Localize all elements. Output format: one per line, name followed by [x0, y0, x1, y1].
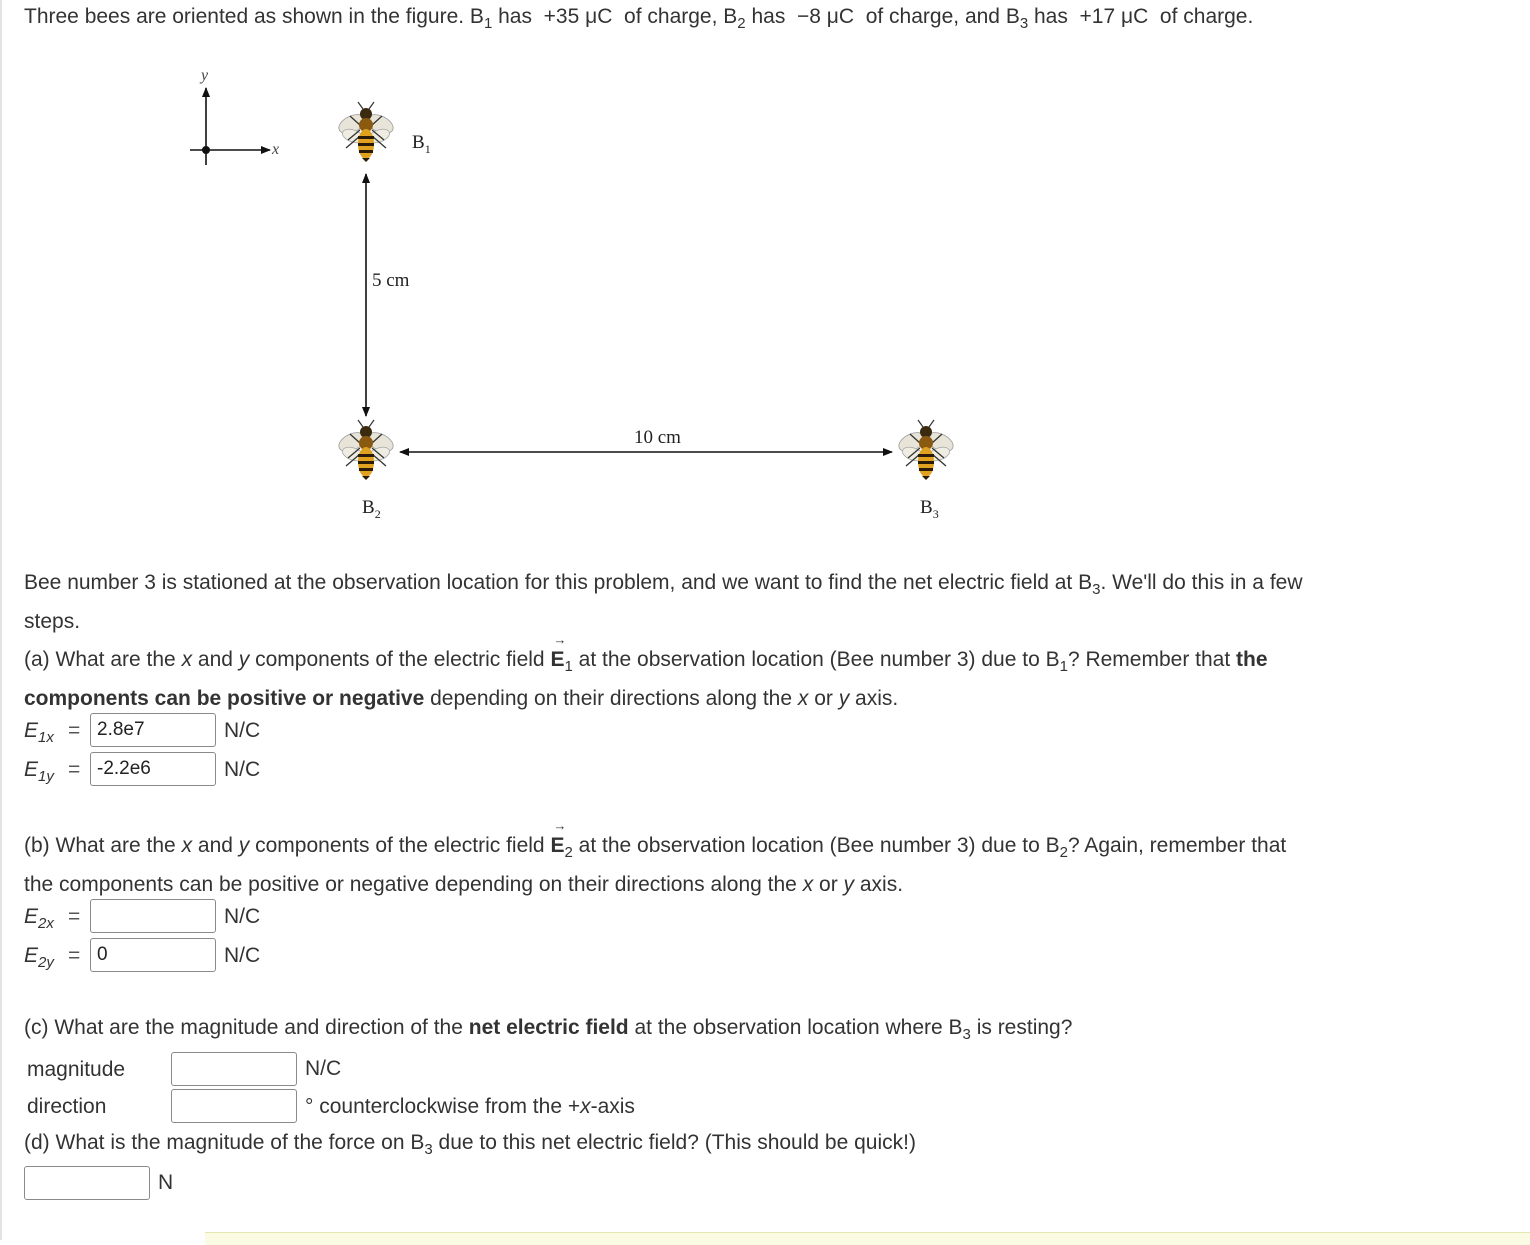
part-b-question: [24, 834, 1287, 861]
qb-x: x: [181, 834, 193, 857]
e2x-label: [24, 905, 54, 932]
equals-sign: =: [68, 944, 81, 967]
equals-sign: =: [68, 905, 81, 928]
part-c-question: [24, 1016, 1073, 1043]
e2-vector-sub: 2: [564, 844, 573, 861]
bees-figure: [150, 48, 990, 548]
qc-text: (c) What are the magnitude and direction of the: [24, 1016, 469, 1039]
intro-text: [24, 5, 1254, 32]
e2x-unit: N/C: [224, 905, 261, 928]
qa-y: y: [838, 687, 850, 710]
e1x-unit: N/C: [224, 719, 261, 742]
e1-vector: → E: [550, 648, 564, 672]
qa-x: x: [181, 648, 193, 671]
e1-vector-sub: 1: [564, 658, 573, 675]
qd-sub: 3: [424, 1141, 433, 1158]
axis-indicator: [190, 67, 279, 165]
axis-x-label: x: [272, 141, 280, 158]
qb-y: y: [843, 873, 855, 896]
qb-text: or: [813, 873, 844, 896]
qa-text: depending on their directions along the: [424, 687, 798, 710]
magnitude-input[interactable]: [171, 1052, 297, 1086]
context-text: . We'll do this in a few: [1100, 571, 1303, 594]
var-letter: E: [24, 719, 39, 742]
direction-unit-x: x: [580, 1095, 591, 1118]
qa-sub: 1: [1059, 658, 1068, 675]
part-a-question-2: [24, 687, 898, 711]
qb-text: components of the electric field: [249, 834, 551, 857]
qb-text: at the observation location (Bee number 3) due to B: [572, 834, 1060, 857]
equals-sign: =: [68, 758, 81, 781]
var-letter: E: [24, 758, 39, 781]
var-sub: 2y: [38, 954, 54, 971]
e2y-input[interactable]: [90, 938, 216, 972]
intro-sub: 3: [1019, 15, 1029, 32]
bee-b3-label: [920, 497, 939, 521]
qb-text: and: [192, 834, 239, 857]
e1x-input[interactable]: [90, 713, 216, 747]
qb-text: ? Again, remember that: [1067, 834, 1287, 857]
b2-letter: B: [362, 497, 375, 518]
var-sub: 1x: [38, 729, 54, 746]
qa-text: ? Remember that: [1067, 648, 1237, 671]
magnitude-label: magnitude: [27, 1058, 126, 1081]
bee-b3-icon: [896, 420, 956, 480]
horizontal-distance-label: 10 cm: [634, 427, 681, 448]
axis-y-label: y: [201, 67, 209, 84]
bee-b1-label: [412, 132, 431, 156]
intro-sub: 1: [483, 15, 493, 32]
qa-text: at the observation location (Bee number 3) due to B: [572, 648, 1060, 671]
part-b-question-2: [24, 873, 903, 897]
part-a-question: [24, 648, 1268, 675]
equals-sign: =: [68, 719, 81, 742]
direction-label: direction: [27, 1095, 107, 1118]
qa-bold: components can be positive or negative: [24, 687, 425, 710]
qb-sub: 2: [1059, 844, 1068, 861]
origin-dot: [202, 146, 210, 154]
qb-y: y: [238, 834, 250, 857]
qd-text: (d) What is the magnitude of the force on B: [24, 1131, 425, 1154]
e2-vector: → E: [550, 834, 564, 858]
intro-part: has −8 μC of charge, and B: [745, 5, 1020, 28]
context-line2: steps.: [24, 610, 81, 633]
bee-b2-icon: [336, 420, 396, 480]
e2x-input[interactable]: [90, 899, 216, 933]
e1y-input[interactable]: [90, 752, 216, 786]
part-d-question: [24, 1131, 916, 1158]
qc-sub: 3: [962, 1026, 971, 1043]
intro-part: has +17 μC of charge.: [1028, 5, 1254, 28]
qc-bold: net electric field: [468, 1016, 629, 1039]
b3-sub: 3: [932, 507, 939, 521]
left-border: [0, 0, 2, 1240]
intro-part: has +35 μC of charge, B: [492, 5, 738, 28]
direction-unit: [305, 1095, 635, 1119]
qa-text: or: [808, 687, 839, 710]
direction-unit-text: -axis: [590, 1095, 635, 1118]
context-line1: [24, 571, 1303, 598]
force-input[interactable]: [24, 1166, 150, 1200]
e1x-label: [24, 719, 54, 746]
qa-text: and: [192, 648, 239, 671]
qa-text: (a) What are the: [24, 648, 182, 671]
direction-unit-text: ° counterclockwise from the +: [305, 1095, 581, 1118]
qa-y: y: [238, 648, 250, 671]
qb-text: the components can be positive or negative depending on their directions along the: [24, 873, 803, 896]
e2y-label: [24, 944, 54, 971]
qc-text: at the observation location where B: [628, 1016, 963, 1039]
qa-bold: the: [1236, 648, 1268, 671]
var-letter: E: [24, 905, 39, 928]
b3-letter: B: [920, 497, 933, 518]
qa-x: x: [797, 687, 809, 710]
qc-text: is resting?: [970, 1016, 1073, 1039]
qb-text: axis.: [854, 873, 904, 896]
var-letter: E: [24, 944, 39, 967]
qb-text: (b) What are the: [24, 834, 182, 857]
e2y-unit: N/C: [224, 944, 261, 967]
intro-part: Three bees are oriented as shown in the figure. B: [24, 5, 484, 28]
figure-svg: [150, 48, 990, 548]
b1-letter: B: [412, 132, 425, 153]
hint-bar: [205, 1232, 1530, 1245]
intro-sub: 2: [737, 15, 746, 32]
b1-sub: 1: [424, 142, 431, 156]
e1y-unit: N/C: [224, 758, 261, 781]
qa-text: axis.: [849, 687, 899, 710]
bee-b1-icon: [336, 102, 396, 162]
force-unit: N: [158, 1171, 174, 1194]
e1y-label: [24, 758, 54, 785]
b2-sub: 2: [374, 507, 381, 521]
var-sub: 2x: [38, 915, 54, 932]
magnitude-unit: N/C: [305, 1057, 342, 1080]
context-text: Bee number 3 is stationed at the observation location for this problem, and we want to find the net electric field at B: [24, 571, 1093, 594]
vertical-distance-label: 5 cm: [372, 270, 410, 291]
direction-input[interactable]: [171, 1089, 297, 1123]
qa-text: components of the electric field: [249, 648, 551, 671]
qd-text: due to this net electric field? (This should be quick!): [432, 1131, 916, 1154]
context-sub: 3: [1092, 581, 1101, 598]
bee-b2-label: [362, 497, 381, 521]
var-sub: 1y: [38, 768, 54, 785]
qb-x: x: [802, 873, 814, 896]
